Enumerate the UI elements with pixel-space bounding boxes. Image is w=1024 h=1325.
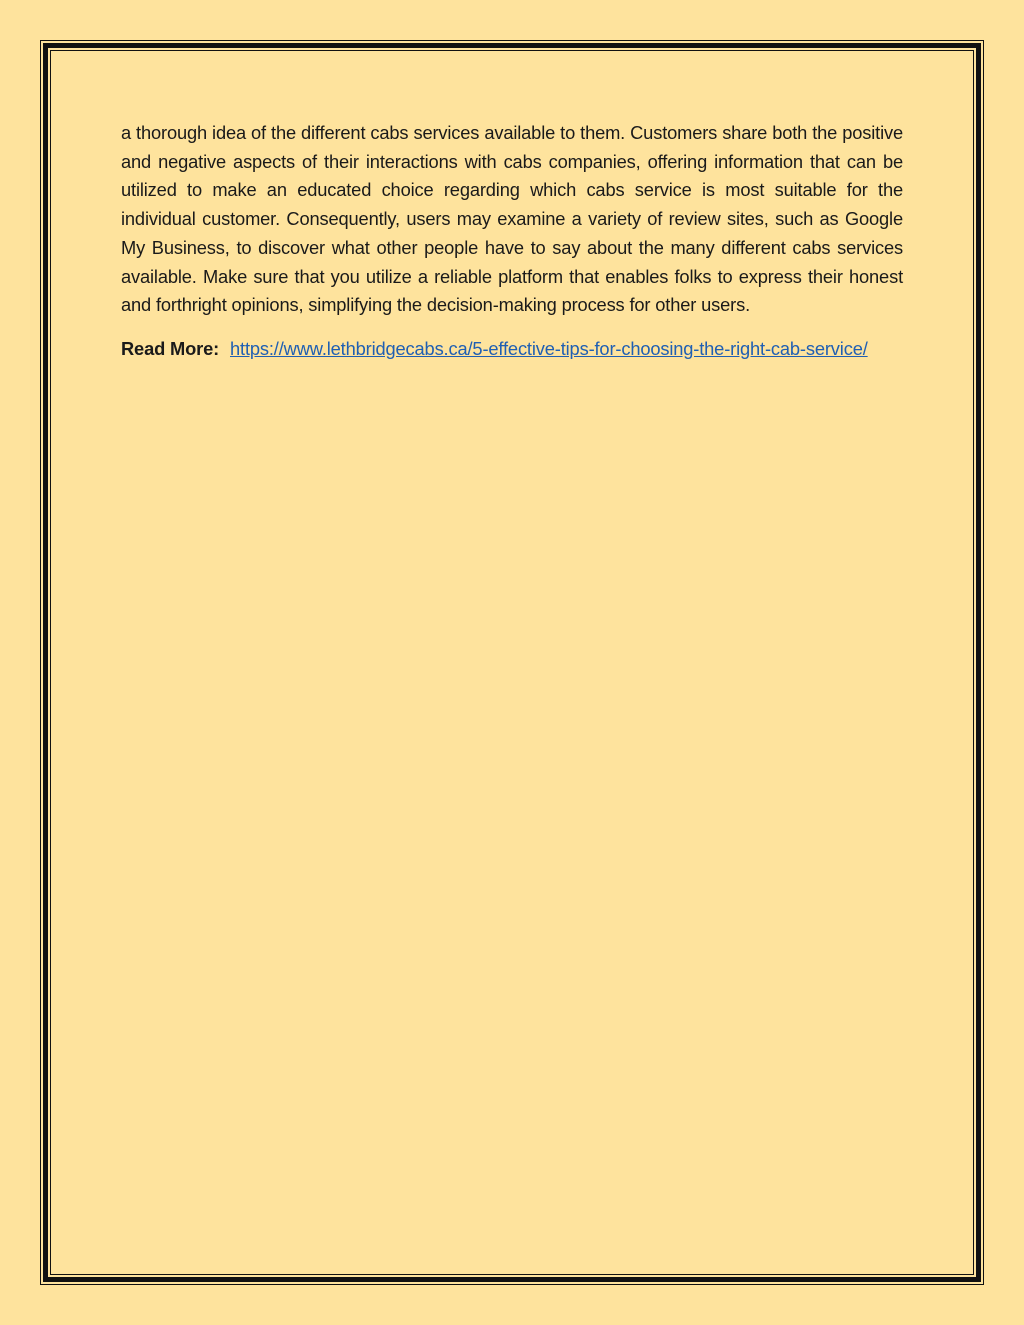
read-more-line [121, 335, 903, 364]
read-more-label: Read More: [121, 337, 220, 359]
body-paragraph: a thorough idea of the different cabs services available to them. Customers share both the positive and negative aspects of their interactions with cabs companies, offering information that can be utilized to make an educated choice regarding which cabs service is most suitable for the individual customer. Consequently, users may examine a variety of review sites, such as Google My Business, to discover what other people have to say about the many different cabs services available. Make sure that you utilize a reliable platform that enables folks to express their honest and forthright opinions, simplifying the decision-making process for other users. [121, 122, 903, 316]
document-content [121, 119, 903, 364]
read-more-link[interactable]: https://www.lethbridgecabs.ca/5-effective-tips-for-choosing-the-right-cab-service/ [230, 337, 868, 359]
